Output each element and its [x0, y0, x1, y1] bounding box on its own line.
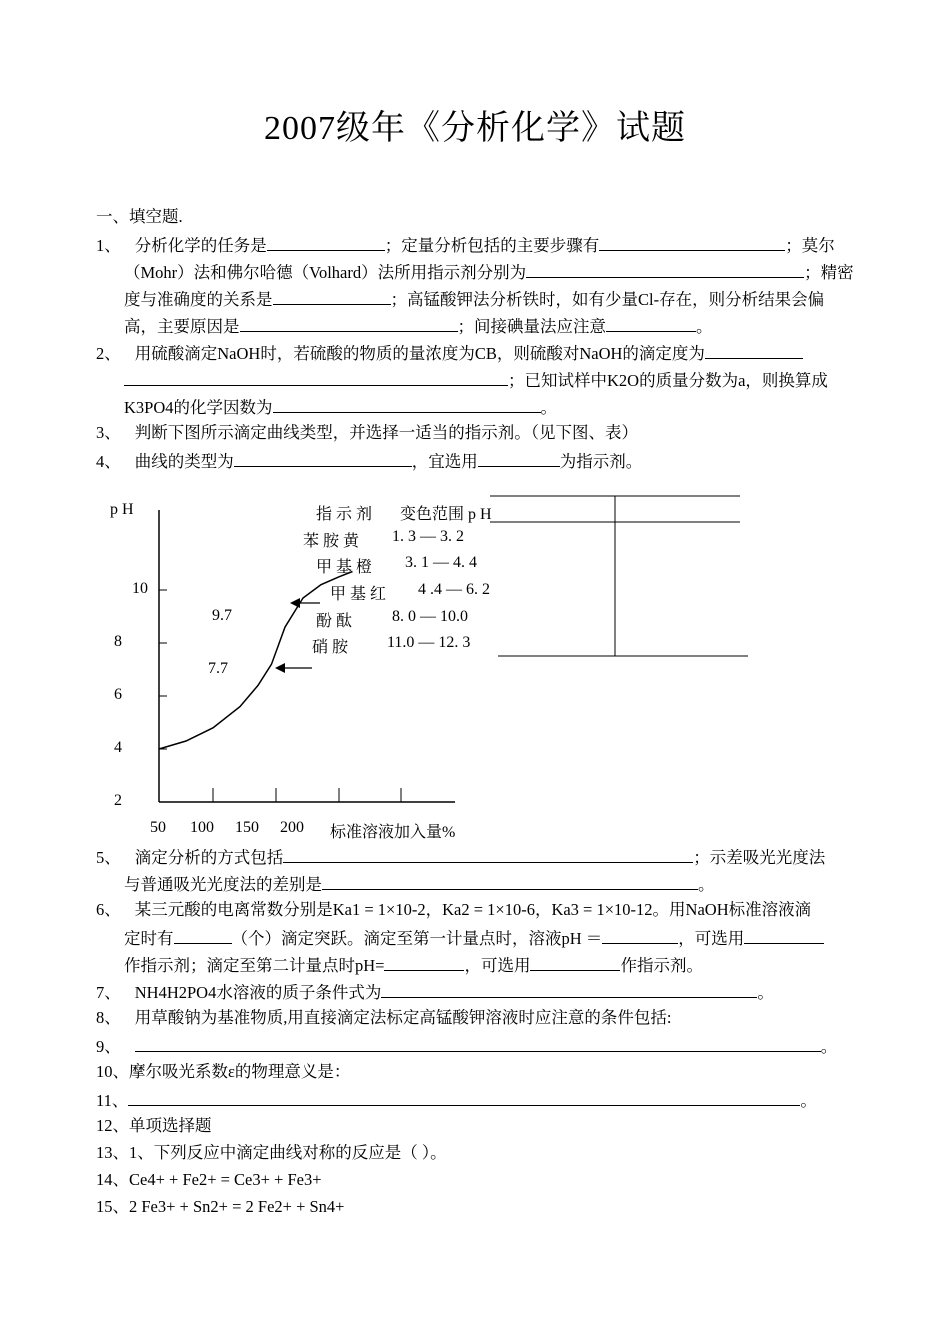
question-9	[96, 1035, 837, 1057]
q12-text: 单项选择题	[129, 1116, 212, 1135]
question-number: 8、	[96, 1008, 121, 1027]
question-11	[96, 1089, 817, 1111]
question-number: 2、	[96, 344, 121, 363]
x-tick-label: 50	[150, 819, 166, 836]
table-header-indicator: 指 示 剂	[316, 506, 373, 523]
annotation-7.7: 7.7	[208, 660, 228, 677]
question-number: 3、	[96, 423, 121, 442]
answer-blank[interactable]	[384, 954, 464, 971]
question-6-line-3	[124, 954, 703, 976]
x-axis-label: 标准溶液加入量%	[330, 824, 456, 841]
q2-text: 用硫酸滴定NaOH时，若硫酸的物质的量浓度为CB，则硫酸对NaOH的滴定度为	[134, 344, 705, 363]
q6-text: 某三元酸的电离常数分别是Ka1 = 1×10-2，Ka2 = 1×10-6，Ka3 = 1×10-12。用NaOH标准溶液滴	[134, 900, 812, 919]
arrowhead-icon	[290, 598, 300, 608]
answer-blank[interactable]	[744, 927, 824, 944]
question-number: 12、	[96, 1116, 129, 1135]
y-axis-label: p H	[110, 501, 134, 518]
question-15	[96, 1197, 345, 1217]
q15-text: 2 Fe3+ + Sn2+ = 2 Fe2+ + Sn4+	[129, 1197, 345, 1216]
q8-text: 用草酸钠为基准物质,用直接滴定法标定高锰酸钾溶液时应注意的条件包括:	[134, 1008, 672, 1027]
y-tick-label: 4	[114, 739, 122, 756]
question-14	[96, 1170, 322, 1190]
question-7	[96, 981, 774, 1003]
question-13	[96, 1143, 447, 1163]
q6-text: （个）滴定突跃。滴定至第一计量点时，溶液pH ＝	[231, 929, 603, 948]
question-number: 6、	[96, 900, 121, 919]
x-tick-label: 100	[190, 819, 214, 836]
q5-text: 与普通吸光光度法的差别是	[124, 875, 322, 894]
table-row-range: 3. 1 — 4. 4	[405, 554, 477, 571]
question-5-line-2	[124, 873, 715, 895]
question-number: 9、	[96, 1037, 121, 1056]
question-10	[96, 1062, 350, 1082]
table-header-range: 变色范围 p H	[400, 506, 492, 523]
q5-text: 滴定分析的方式包括	[134, 848, 284, 867]
question-number: 4、	[96, 452, 121, 471]
x-tick-label: 200	[280, 819, 304, 836]
q5-text: ；示差吸光光度法	[693, 848, 826, 867]
question-5-line-1	[96, 846, 825, 868]
question-6-line-1	[96, 900, 811, 920]
y-tick-label: 6	[114, 686, 122, 703]
q1-text: ；莫尔	[785, 236, 835, 255]
question-number: 15、	[96, 1197, 129, 1216]
question-number: 5、	[96, 848, 121, 867]
y-tick-label: 8	[114, 633, 122, 650]
q5-text: 。	[698, 875, 715, 894]
table-row-name: 硝 胺	[312, 639, 349, 656]
q6-text: ，可选用	[678, 929, 745, 948]
q2-text: K3PO4的化学因数为	[124, 398, 273, 417]
q9-text: 。	[820, 1037, 838, 1056]
answer-blank[interactable]	[135, 1035, 821, 1052]
q14-text: Ce4+ + Fe2+ = Ce3+ + Fe3+	[129, 1170, 322, 1189]
annotation-9.7: 9.7	[212, 607, 232, 624]
arrowhead-icon	[275, 663, 285, 673]
q10-text: 摩尔吸光系数ε的物理意义是：	[129, 1062, 351, 1081]
page-title: 2007级年《分析化学》试题	[264, 110, 686, 147]
q6-text: ，可选用	[464, 956, 531, 975]
q2-text: 。	[540, 398, 558, 417]
answer-blank[interactable]	[283, 846, 693, 863]
question-6-line-2	[124, 927, 824, 949]
question-number: 1、	[96, 236, 121, 255]
question-number: 14、	[96, 1170, 129, 1189]
q1-text: 分析化学的任务是	[134, 236, 267, 255]
q6-text: 作指示剂。	[620, 956, 703, 975]
q6-text: 作指示剂；滴定至第二计量点时pH=	[124, 956, 385, 975]
titration-curve	[159, 572, 353, 750]
question-number: 10、	[96, 1062, 129, 1081]
question-12	[96, 1116, 212, 1136]
q4-text: ，宜选用	[411, 452, 478, 471]
question-number: 7、	[96, 983, 121, 1002]
table-row-range: 1. 3 — 3. 2	[392, 528, 464, 545]
q13-text: 1、下列反应中滴定曲线对称的反应是（ ）。	[129, 1143, 447, 1162]
question-number: 13、	[96, 1143, 129, 1162]
q1-text: ；精密	[804, 263, 854, 282]
answer-blank[interactable]	[602, 927, 678, 944]
table-row-name: 甲 基 橙	[316, 559, 373, 576]
q3-text: 判断下图所示滴定曲线类型，并选择一适当的指示剂。（见下图、表）	[134, 423, 638, 442]
q7-text: NH4H2PO4水溶液的质子条件式为	[134, 983, 382, 1002]
table-row-name: 酚 酞	[316, 613, 353, 630]
table-row-name: 苯 胺 黄	[303, 533, 360, 550]
q1-text: 。	[696, 317, 713, 336]
y-tick-label: 2	[114, 792, 122, 809]
q4-text: 曲线的类型为	[134, 452, 234, 471]
answer-blank[interactable]	[174, 927, 232, 944]
question-8	[96, 1008, 671, 1028]
q1-text: （Mohr）法和佛尔哈德（Volhard）法所用指示剂分别为	[124, 263, 527, 282]
q1-text: ；间接碘量法应注意	[457, 317, 606, 336]
answer-blank[interactable]	[530, 954, 620, 971]
q2-text: ；已知试样中K2O的质量分数为a，则换算成	[508, 371, 828, 390]
q1-text: 度与准确度的关系是	[124, 290, 273, 309]
answer-blank[interactable]	[322, 873, 698, 890]
x-tick-label: 150	[235, 819, 259, 836]
table-row-range: 4 .4 — 6. 2	[418, 581, 490, 598]
q6-text: 定时有	[124, 929, 174, 948]
q1-text: ；定量分析包括的主要步骤有	[384, 236, 600, 255]
answer-blank[interactable]	[128, 1089, 800, 1106]
q1-text: 高，主要原因是	[124, 317, 240, 336]
q1-text: ；高锰酸钾法分析铁时，如有少量Cl-存在，则分析结果会偏	[390, 290, 825, 309]
table-row-range: 8. 0 — 10.0	[392, 608, 468, 625]
answer-blank[interactable]	[381, 981, 757, 998]
q4-text: 为指示剂。	[559, 452, 643, 471]
table-row-range: 11.0 — 12. 3	[387, 634, 471, 651]
q7-text: 。	[757, 983, 774, 1002]
q11-text: 。	[800, 1091, 817, 1110]
y-tick-label: 10	[132, 580, 148, 597]
section-fill-in-blank: 一、填空题.	[96, 207, 183, 226]
table-row-name: 甲 基 红	[330, 586, 387, 603]
question-number: 11、	[96, 1091, 129, 1110]
